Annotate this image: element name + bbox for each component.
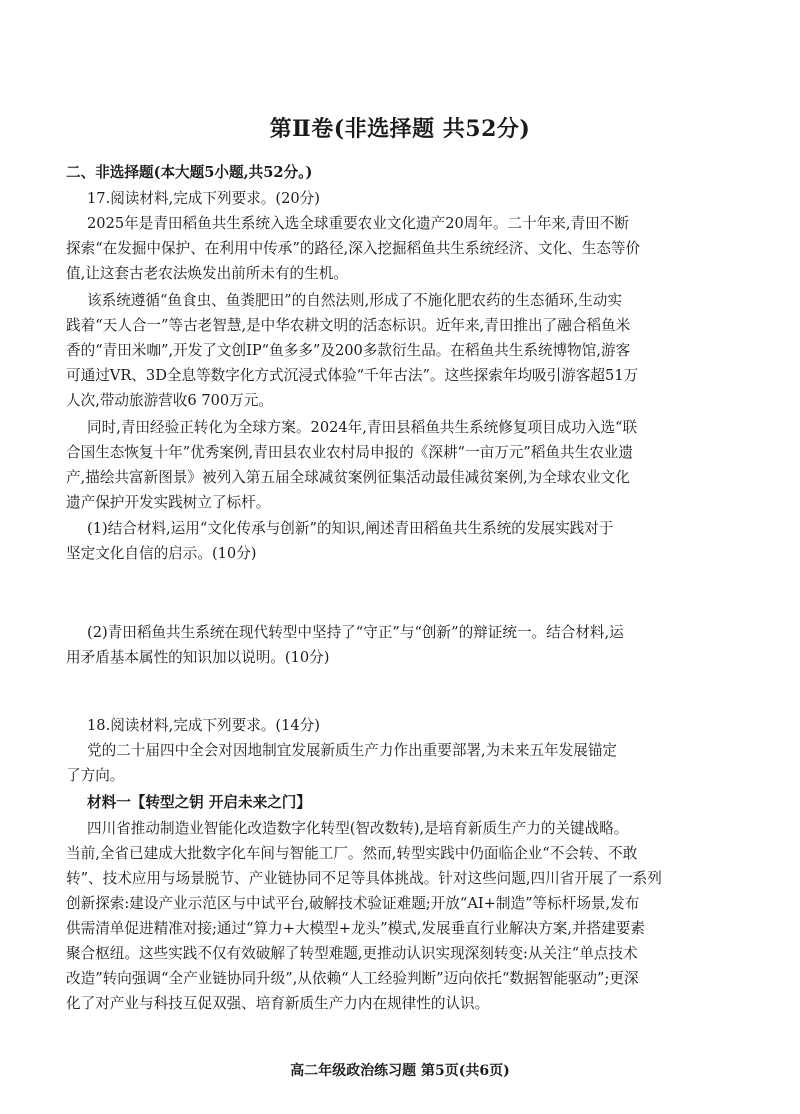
q18-p1-line2: 了方向。: [66, 767, 125, 784]
section-title: 第Ⅱ卷(非选择题 共52分): [269, 116, 531, 142]
page-footer: 高二年级政治练习题 第5页(共6页): [290, 1063, 510, 1079]
q17-sub1-line2: 坚定文化自信的启示。(10分): [66, 545, 257, 562]
q18-stem: 18.阅读材料,完成下列要求。(14分): [87, 717, 320, 734]
q18-material1-title: 材料一【转型之钥 开启未来之门】: [87, 794, 311, 811]
q18-m1-line8: 化了对产业与科技互促双强、培育新质生产力内在规律性的认识。: [66, 995, 490, 1012]
q17-p3-line3: 产,描绘共富新图景》被列入第五届全球减贫案例征集活动最佳减贫案例,为全球农业文化: [66, 469, 630, 486]
q17-p3-line2: 合国生态恢复十年”优秀案例,青田县农业农村局申报的《深耕“一亩万元”稻鱼共生农业遗: [66, 444, 633, 461]
q17-p3-line4: 遗产保护开发实践树立了标杆。: [66, 494, 271, 511]
q18-m1-line7: 改造”转向强调“全产业链协同升级”,从依赖“人工经验判断”迈向依托“数据智能驱动”;更深: [66, 970, 639, 987]
q18-m1-line6: 聚合枢纽。这些实践不仅有效破解了转型难题,更推动认识实现深刻转变:从关注“单点技术: [66, 945, 638, 962]
q17-sub2-line1: (2)青田稻鱼共生系统在现代转型中坚持了“守正”与“创新”的辩证统一。结合材料,运: [87, 624, 624, 641]
q18-p1-line1: 党的二十届四中全会对因地制宜发展新质生产力作出重要部署,为未来五年发展锚定: [87, 742, 618, 759]
part-heading: 二、非选择题(本大题5小题,共52分。): [66, 164, 313, 181]
q17-p2-line1: 该系统遵循“鱼食虫、鱼粪肥田”的自然法则,形成了不施化肥农药的生态循环,生动实: [87, 292, 622, 309]
q17-stem: 17.阅读材料,完成下列要求。(20分): [87, 190, 320, 207]
q17-p1-line2: 探索“在发掘中保护、在利用中传承”的路径,深入挖掘稻鱼共生系统经济、文化、生态等价: [66, 240, 641, 257]
q17-p3-line1: 同时,青田经验正转化为全球方案。2024年,青田县稻鱼共生系统修复项目成功入选“联: [87, 419, 638, 436]
q17-p2-line3: 香的“青田米咖”,开发了文创IP“鱼多多”及200多款衍生品。在稻鱼共生系统博物馆,游客: [66, 342, 631, 359]
q18-m1-line2: 当前,全省已建成大批数字化车间与智能工厂。然而,转型实践中仍面临企业“不会转、不敢: [66, 845, 638, 862]
q18-m1-line1: 四川省推动制造业智能化改造数字化转型(智改数转),是培育新质生产力的关键战略。: [87, 820, 629, 837]
q18-m1-line4: 创新探索:建设产业示范区与中试平台,破解技术验证难题;开放“AI+制造”等标杆场景,发布: [66, 895, 640, 912]
q17-p2-line4: 可通过VR、3D全息等数字化方式沉浸式体验“千年古法”。这些探索年均吸引游客超51万: [66, 367, 639, 384]
q17-sub2-line2: 用矛盾基本属性的知识加以说明。(10分): [66, 649, 330, 666]
q17-p1-line3: 值,让这套古老农法焕发出前所未有的生机。: [66, 265, 348, 282]
q17-p2-line5: 人次,带动旅游营收6 700万元。: [66, 392, 273, 409]
q17-p2-line2: 践着“天人合一”等古老智慧,是中华农耕文明的活态标识。近年来,青田推出了融合稻鱼米: [66, 317, 631, 334]
q17-sub1-line1: (1)结合材料,运用“文化传承与创新”的知识,阐述青田稻鱼共生系统的发展实践对于: [87, 520, 614, 537]
q18-m1-line3: 转”、技术应用与场景脱节、产业链协同不足等具体挑战。针对这些问题,四川省开展了一系列: [66, 870, 662, 887]
q18-m1-line5: 供需清单促进精准对接;通过“算力+大模型+龙头”模式,发展垂直行业解决方案,并搭建要素: [66, 920, 645, 937]
q17-p1-line1: 2025年是青田稻鱼共生系统入选全球重要农业文化遗产20周年。二十年来,青田不断: [87, 215, 629, 232]
